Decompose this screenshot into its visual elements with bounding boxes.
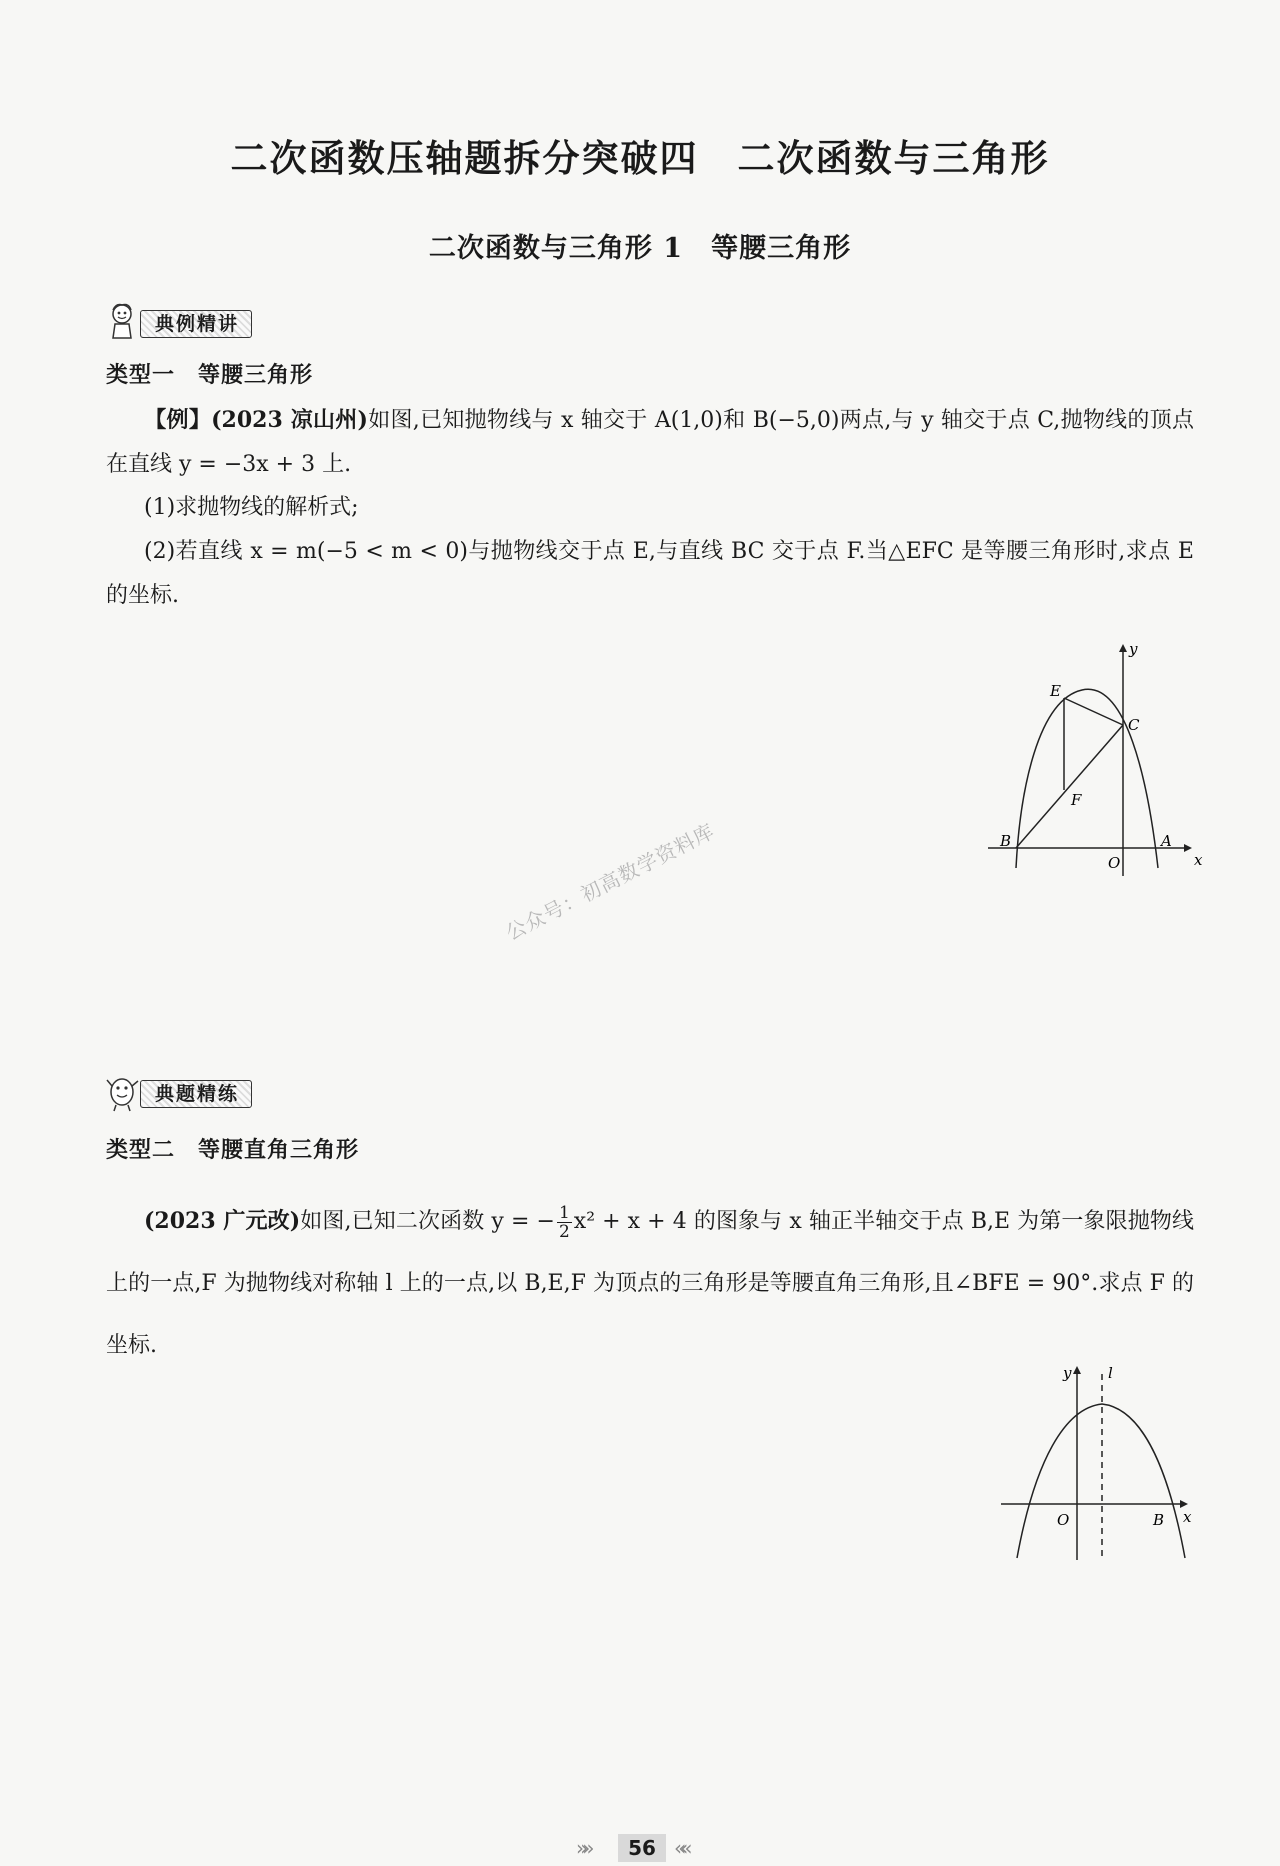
footer-chevron-right: «« <box>674 1836 687 1860</box>
section-badge-practice <box>104 1072 284 1112</box>
type-heading-1: 类型一 等腰三角形 <box>106 363 314 388</box>
example-paragraph <box>106 398 1194 487</box>
type-heading-2: 类型二 等腰直角三角形 <box>106 1138 360 1163</box>
section-badge-example <box>104 302 284 342</box>
fig1-label-x: x <box>1194 851 1203 869</box>
mascot-icon <box>104 302 144 342</box>
page-subtitle: 二次函数与三角形 1 等腰三角形 <box>428 233 852 264</box>
fig1-label-B: B <box>1000 832 1012 850</box>
example-tag: 【例】 <box>144 407 212 433</box>
practice-paragraph: (2023 广元改)如图,已知二次函数 y = − $\frac{1}{2}$ x² + x + 4 的图象与 x 轴正半轴交于点 B,E 为第一象限抛物线上的一点,F 为抛物线对称轴 l 上的一点,以 B,E,F 为顶点的三角形是等腰直角三角形,且∠BFE = 90°.求点 F 的坐标. <box>106 1202 1194 1358</box>
mascot-icon <box>104 1072 144 1112</box>
question-1: (1)求抛物线的解析式; <box>144 495 359 520</box>
fig1-label-A: A <box>1161 832 1172 850</box>
fig1-label-O: O <box>1108 854 1121 872</box>
badge-label: 典例精讲 <box>140 310 252 338</box>
fig2-label-y: y <box>1063 1364 1072 1382</box>
fig2-label-l: l <box>1108 1364 1113 1382</box>
page-number: 56 <box>618 1834 666 1862</box>
fig2-label-O: O <box>1057 1511 1070 1529</box>
fraction-one-half: $\frac{1}{2}$ <box>558 1202 570 1242</box>
page-footer <box>572 1830 712 1866</box>
page-title: 二次函数压轴题拆分突破四 二次函数与三角形 <box>230 136 1050 180</box>
fig1-label-C: C <box>1128 716 1140 734</box>
fig1-label-F: F <box>1071 791 1082 809</box>
fig2-label-B: B <box>1153 1511 1165 1529</box>
question-2: (2)若直线 x = m(−5 < m < 0)与抛物线交于点 E,与直线 BC 交于点 F.当△EFC 是等腰三角形时,求点 E 的坐标. <box>106 539 1194 608</box>
fig1-label-E: E <box>1050 682 1061 700</box>
example-source: (2023 凉山州) <box>211 407 368 433</box>
figure-parabola-axis <box>995 1360 1205 1570</box>
watermark: 公众号：初高数学资料库 <box>501 818 719 945</box>
footer-chevron-left: »» <box>576 1836 589 1860</box>
figure-parabola-triangle <box>980 640 1210 880</box>
practice-source: (2023 广元改) <box>144 1208 301 1234</box>
fig2-label-x: x <box>1183 1508 1192 1526</box>
badge-label: 典题精练 <box>140 1080 252 1108</box>
example-text: 如图,已知抛物线与 x 轴交于 A(1,0)和 B(−5,0)两点,与 y 轴交于点 C,抛物线的顶点在直线 y = −3x + 3 上. <box>106 408 1194 477</box>
fig1-label-y: y <box>1129 640 1138 658</box>
